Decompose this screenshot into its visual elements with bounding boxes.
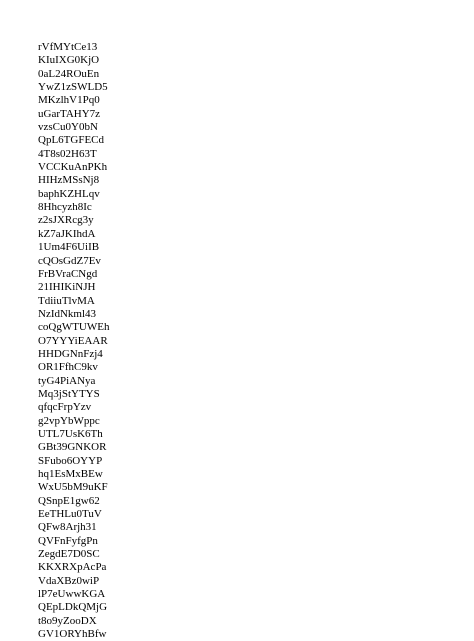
code-line: lP7eUwwKGA bbox=[38, 588, 106, 601]
code-line: cQOsGdZ7Ev bbox=[38, 254, 101, 267]
code-line: UTL7UsK6Th bbox=[38, 427, 103, 440]
code-line: KIuIXG0KjO bbox=[38, 54, 100, 67]
code-line: HHDGNnFzj4 bbox=[38, 347, 103, 360]
code-line: EeTHLu0TuV bbox=[38, 508, 102, 521]
code-line: TdiiuTlvMA bbox=[38, 294, 95, 307]
code-line: FrBVraCNgd bbox=[38, 267, 98, 280]
code-line: kZ7aJKIhdA bbox=[38, 227, 96, 240]
code-line: YwZ1zSWLD5 bbox=[38, 81, 108, 94]
code-line: 1Um4F6UiIB bbox=[38, 241, 100, 254]
code-line: 0aL24ROuEn bbox=[38, 67, 100, 80]
code-line: MKzlhV1Pq0 bbox=[38, 94, 100, 107]
code-line: 8Hhcyzh8Ic bbox=[38, 201, 92, 214]
code-line: hq1EsMxBEw bbox=[38, 468, 103, 480]
code-line: t8o9yZooDX bbox=[38, 614, 97, 627]
code-line: baphKZHLqv bbox=[38, 187, 100, 200]
code-line: WxU5bM9uKF bbox=[38, 481, 108, 494]
code-line: z2sJXRcg3y bbox=[38, 214, 94, 227]
code-line: QVFnFyfgPn bbox=[38, 534, 98, 547]
code-line: qfqcFrpYzv bbox=[38, 401, 92, 414]
code-line: QEpLDkQMjG bbox=[38, 601, 108, 614]
code-line: Mq3jStYTYS bbox=[38, 387, 100, 400]
code-line: QFw8Arjh31 bbox=[38, 521, 97, 534]
code-line: 21IHIKiNJH bbox=[38, 281, 96, 294]
code-line: g2vpYbWppc bbox=[38, 414, 100, 427]
code-line: QSnpE1gw62 bbox=[38, 494, 100, 507]
code-line: ZegdE7D0SC bbox=[38, 548, 100, 561]
code-line: NzIdNkml43 bbox=[38, 307, 97, 320]
code-line: coQgWTUWEh bbox=[38, 321, 110, 334]
code-line: SFubo6OYYP bbox=[38, 454, 103, 467]
code-list bbox=[38, 41, 109, 641]
code-line: O7YYYiEAAR bbox=[38, 334, 108, 347]
code-line: tyG4PiANya bbox=[38, 374, 96, 387]
code-line: KKXRXpAcPa bbox=[38, 561, 107, 574]
code-line: rVfMYtCe13 bbox=[38, 41, 98, 53]
code-line: GV1ORYhBfw bbox=[38, 628, 107, 641]
code-line: vzsCu0Y0bN bbox=[38, 121, 98, 134]
code-line: OR1FfhC9kv bbox=[38, 361, 98, 374]
code-line: QpL6TGFECd bbox=[38, 134, 104, 147]
code-line: VCCKuAnPKh bbox=[38, 161, 108, 174]
code-line: HIHzMSsNj8 bbox=[38, 174, 100, 187]
code-line: VdaXBz0wiP bbox=[38, 574, 100, 587]
code-line: 4T8s02H63T bbox=[38, 147, 97, 160]
code-line: GBt39GNKOR bbox=[38, 441, 107, 454]
code-line: uGarTAHY7z bbox=[38, 107, 101, 120]
